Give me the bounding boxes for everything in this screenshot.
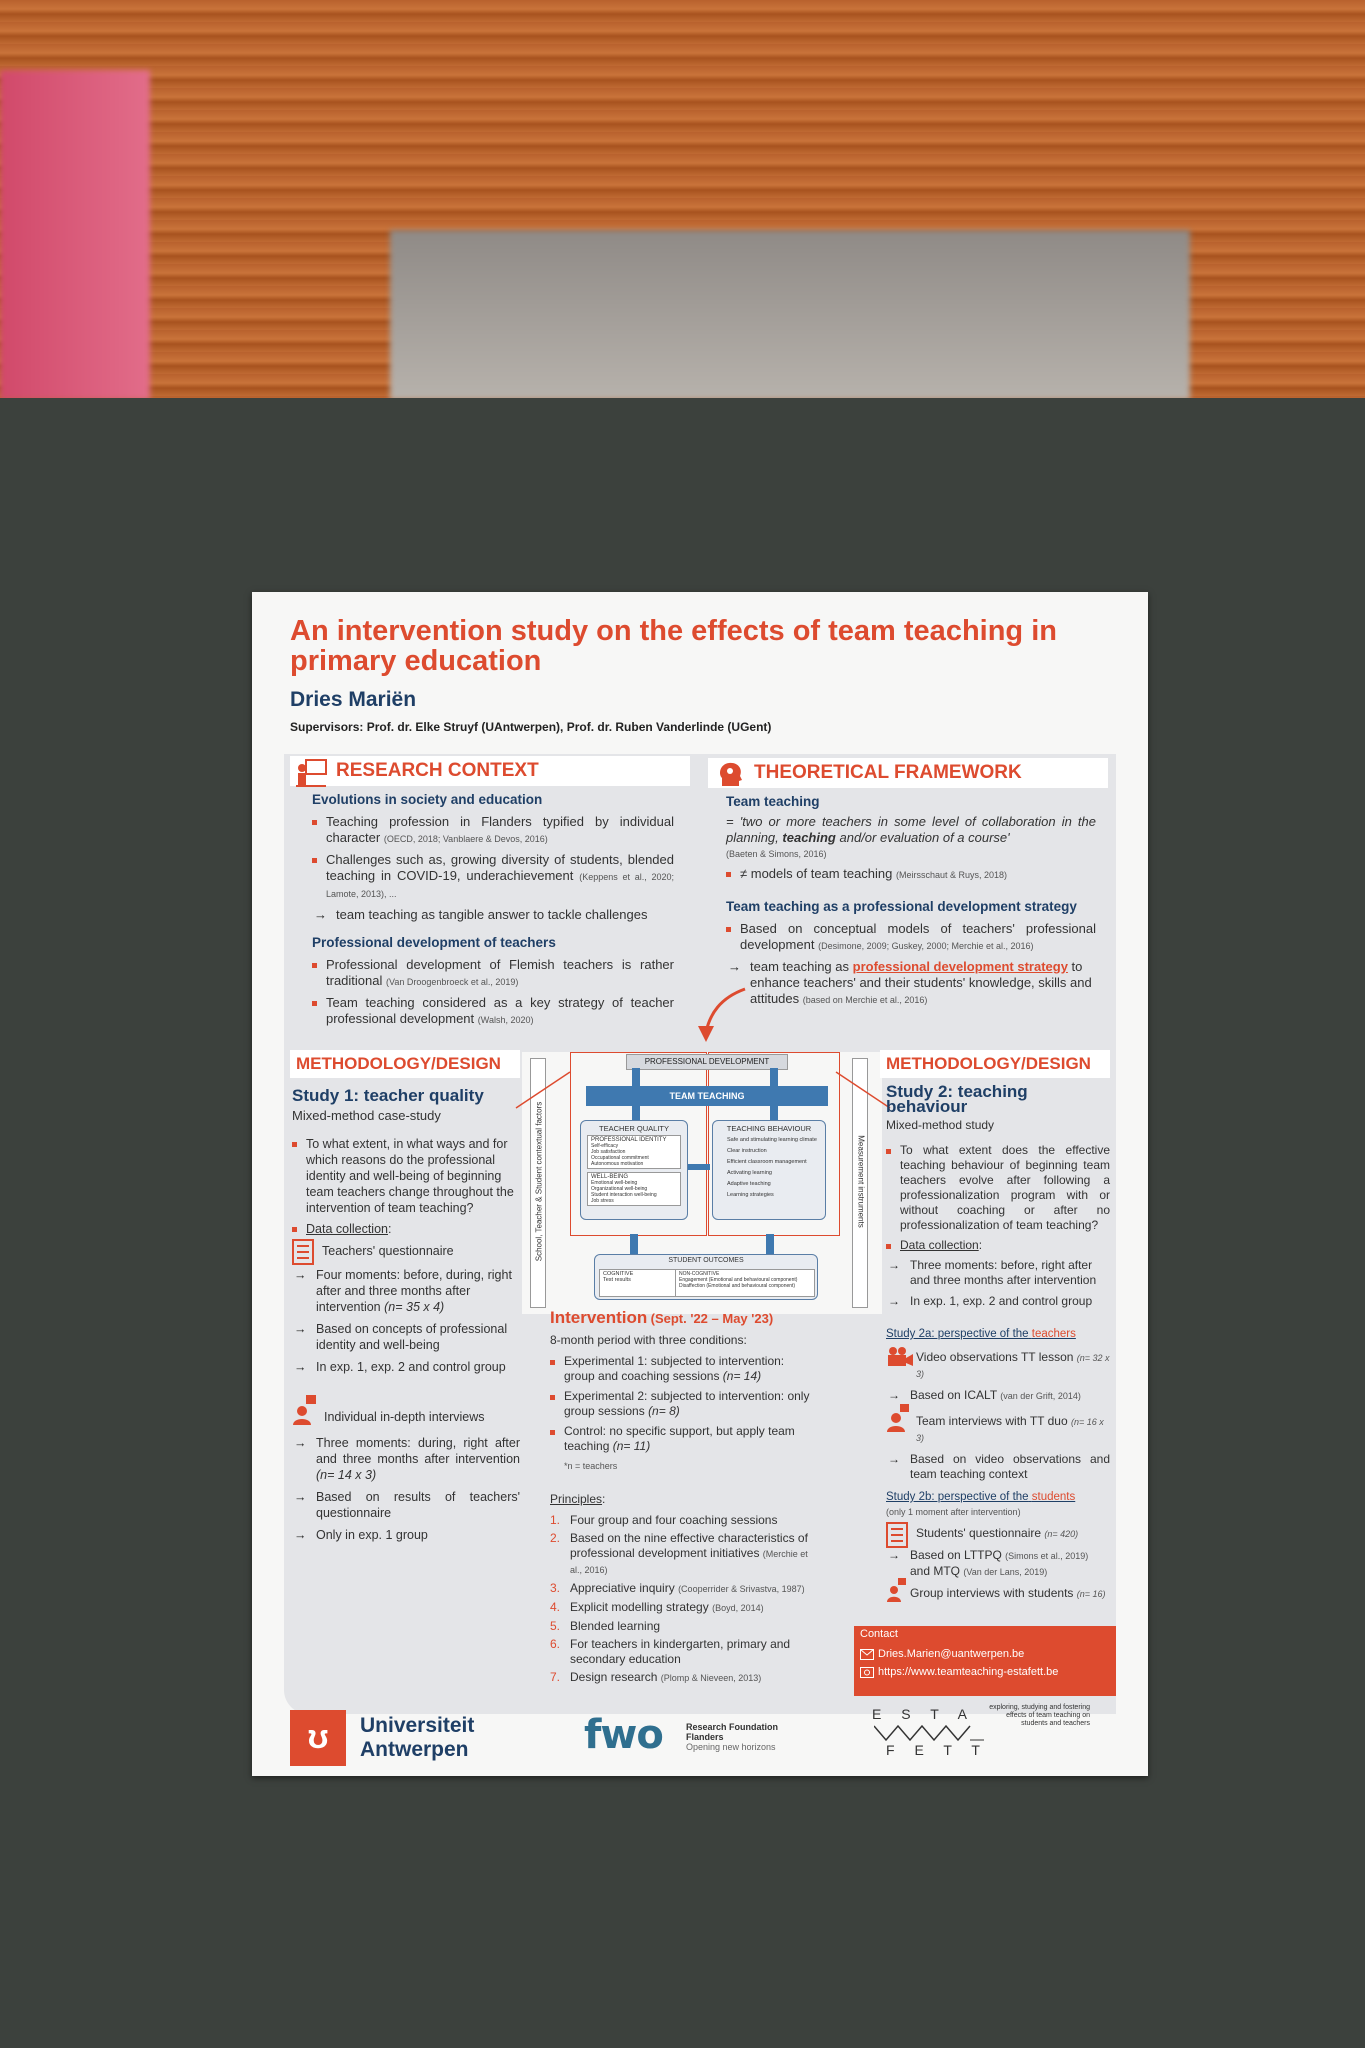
fwo-logo <box>584 1712 804 1762</box>
rc-bullet-2: Challenges such as, growing diversity of students, blended teaching in COVID-19, underachievement (Keppens et al., 2020; Lamote, 2013), ... <box>312 852 674 902</box>
principles-label: Principles: <box>550 1492 606 1506</box>
brain-head-icon <box>716 760 746 790</box>
rc-bullet-4: Team teaching considered as a key strategy of teacher professional development (Walsh, 2020) <box>312 995 674 1028</box>
study2-dc: Data collection: <box>886 1238 1110 1253</box>
pi-item: Occupational commitment <box>591 1155 649 1161</box>
research-context-title: RESEARCH CONTEXT <box>336 760 539 781</box>
study2-section <box>880 1050 1110 1602</box>
tb-label: TEACHING BEHAVIOUR <box>726 1124 812 1133</box>
wb-label: WELL-BEING <box>591 1174 629 1180</box>
study2-sq-arrow: → Based on LTTPQ (Simons et al., 2019) and MTQ (Van der Lans, 2019) <box>886 1548 1110 1580</box>
principle-5: 5. Blended learning <box>550 1619 661 1633</box>
study2-group-interviews: Group interviews with students (n= 16) <box>886 1586 1110 1602</box>
study1-heading: METHODOLOGY/DESIGN <box>290 1050 520 1078</box>
measurement-label: Measurement instruments <box>856 1135 866 1228</box>
rc-sub-evolutions: Evolutions in society and education <box>312 792 543 807</box>
study1-q-arrow-3: → In exp. 1, exp. 2 and control group <box>292 1359 520 1375</box>
tb-item: Efficient classroom management <box>727 1159 807 1165</box>
arrow-tt-tb <box>770 1106 778 1120</box>
intervention-cond-1: Experimental 1: subjected to intervention: group and coaching sessions (n= 14) <box>550 1354 810 1384</box>
teacher-board-icon <box>296 758 328 788</box>
study2b-note: (only 1 moment after intervention) <box>886 1507 1021 1517</box>
study1-questionnaire: Teachers' questionnaire <box>292 1243 520 1259</box>
pi-item: Self-efficacy <box>591 1143 619 1149</box>
tb-item: Learning strategies <box>727 1192 774 1198</box>
principle-2: 2. Based on the nine effective characteristics of professional development initiatives (Merchie et al., 2016) <box>550 1531 808 1575</box>
wb-item: Job stress <box>591 1198 614 1204</box>
estafett-bottom: F E T T <box>886 1742 988 1758</box>
pi-label: PROFESSIONAL IDENTITY <box>591 1137 667 1143</box>
contact-email[interactable]: Dries.Marien@uantwerpen.be <box>854 1642 1116 1660</box>
study2-arrow-1: → Three moments: before, right after and three months after intervention <box>886 1258 1110 1288</box>
person-question-icon <box>886 1578 910 1602</box>
zigzag-icon <box>874 1724 984 1742</box>
video-camera-icon <box>886 1346 914 1368</box>
context-factors-label: School, Teacher & Student contextual factors <box>534 1101 544 1262</box>
pd-box: PROFESSIONAL DEVELOPMENT <box>626 1054 788 1070</box>
questionnaire-icon <box>886 1522 908 1548</box>
noncognitive-box <box>675 1269 815 1297</box>
estafett-logo <box>872 1704 1112 1764</box>
tf-definition-ref: (Baeten & Simons, 2016) <box>726 849 827 859</box>
intervention-cond-3: Control: no specific support, but apply team teaching (n= 11) <box>550 1424 810 1454</box>
mail-icon <box>860 1649 874 1660</box>
tb-item: Clear instruction <box>727 1148 767 1154</box>
questionnaire-icon <box>292 1239 314 1265</box>
principle-3: 3. Appreciative inquiry (Cooperrider & Srivastva, 1987) <box>550 1581 805 1595</box>
cog-label: COGNITIVE <box>603 1271 634 1277</box>
study2-student-questionnaire: Students' questionnaire (n= 420) <box>886 1526 1110 1542</box>
connector-left <box>514 1070 574 1110</box>
double-arrow <box>688 1164 710 1170</box>
study2-heading: METHODOLOGY/DESIGN <box>880 1050 1110 1078</box>
study1-interviews: Individual in-depth interviews <box>292 1409 520 1425</box>
arrow-tq-so <box>630 1234 638 1254</box>
study2a-label: Study 2a: perspective of the teachers <box>886 1328 1076 1340</box>
tb-item: Safe and stimulating learning climate <box>727 1137 817 1143</box>
poster-supervisors: Supervisors: Prof. dr. Elke Struyf (UAntwerpen), Prof. dr. Ruben Vanderlinde (UGent) <box>290 720 772 734</box>
arrow-pd-tt-right <box>770 1068 778 1086</box>
study2-team-interviews: Team interviews with TT duo (n= 16 x 3) <box>886 1414 1110 1446</box>
principle-1: 1. Four group and four coaching sessions <box>550 1513 778 1527</box>
contact-box <box>854 1626 1116 1696</box>
tf-arrow-1: → team teaching as professional development strategy to enhance teachers' and their students' knowledge, skills and attitudes (based on Merchie et al., 2016) <box>726 959 1096 1008</box>
wb-item: Student interaction well-being <box>591 1192 657 1198</box>
intervention-section <box>550 1310 810 1689</box>
study2-title: Study 2: teaching behaviour <box>886 1082 1028 1116</box>
study1-dc: Data collection: <box>292 1221 520 1237</box>
study1-method: Mixed-method case-study <box>292 1108 441 1123</box>
fwo-line2: Flanders <box>686 1732 724 1742</box>
pi-box <box>587 1135 681 1169</box>
student-outcomes-box <box>594 1254 818 1300</box>
wb-item: Organizational well-being <box>591 1186 648 1192</box>
intervention-intro: 8-month period with three conditions: <box>550 1333 747 1347</box>
arrow-pd-tt-left <box>632 1068 640 1086</box>
theory-heading <box>708 758 1108 788</box>
tb-item: Activating learning <box>727 1170 772 1176</box>
wb-item: Emotional well-being <box>591 1180 638 1186</box>
study1-i-arrow-2: → Based on results of teachers' questionnaire <box>292 1489 520 1521</box>
framework-diagram <box>522 1052 882 1314</box>
study1-i-arrow-1: → Three moments: during, right after and three months after intervention (n= 14 x 3) <box>292 1435 520 1483</box>
window-background <box>390 230 1190 400</box>
teacher-quality-box <box>580 1120 688 1220</box>
theory-section <box>708 758 1108 1014</box>
ua-logo-mark: ʊ <box>290 1710 346 1766</box>
principle-4: 4. Explicit modelling strategy (Boyd, 2014) <box>550 1600 764 1614</box>
principle-7: 7. Design research (Plomp & Nieveen, 2013) <box>550 1670 762 1684</box>
estafett-top: E S T A <box>872 1706 975 1722</box>
fwo-line1: Research Foundation <box>686 1722 779 1732</box>
study1-i-arrow-3: → Only in exp. 1 group <box>292 1527 520 1543</box>
fwo-logo-mark: fwo <box>584 1712 663 1758</box>
web-icon <box>860 1667 874 1678</box>
estafett-tagline: exploring, studying and fostering effects of team teaching on students and teachers <box>989 1704 1090 1727</box>
ua-logo-line1: Universiteit <box>360 1714 475 1737</box>
wb-box <box>587 1172 681 1206</box>
pi-item: Autonomous motivation <box>591 1161 644 1167</box>
theory-title: THEORETICAL FRAMEWORK <box>754 762 1022 783</box>
teaching-behaviour-box <box>712 1120 826 1220</box>
tf-sub-teamteaching: Team teaching <box>726 794 820 809</box>
tf-definition: = 'two or more teachers in some level of collaboration in the planning, teaching and/or evaluation of a course' <box>726 814 1096 845</box>
study1-q-arrow-1: → Four moments: before, during, right after and three months after intervention (n= 35 x 4) <box>292 1267 520 1315</box>
rc-arrow-1: → team teaching as tangible answer to tackle challenges <box>312 907 674 923</box>
rc-bullet-3: Professional development of Flemish teachers is rather traditional (Van Droogenbroeck et al., 2019) <box>312 957 674 990</box>
tf-bullet-2: Based on conceptual models of teachers' professional development (Desimone, 2009; Guskey, 2000; Merchie et al., 2016) <box>726 921 1096 954</box>
cognitive-box <box>599 1269 677 1297</box>
poster-author: Dries Mariën <box>290 688 417 711</box>
contact-label: Contact <box>860 1628 898 1640</box>
study2-arrow-2: → In exp. 1, exp. 2 and control group <box>886 1294 1110 1309</box>
person-question-icon <box>886 1404 914 1432</box>
ua-logo <box>290 1710 510 1766</box>
principle-6: 6. For teachers in kindergarten, primary and secondary education <box>550 1637 791 1666</box>
cog-item: Test results <box>603 1277 631 1283</box>
study2-video-arrow: → Based on ICALT (van der Grift, 2014) <box>886 1388 1110 1404</box>
tf-bullet-1: ≠ models of team teaching (Meirsschaut & Ruys, 2018) <box>726 866 1096 883</box>
poster-title: An intervention study on the effects of team teaching in primary education <box>290 615 1057 677</box>
so-label: STUDENT OUTCOMES <box>668 1257 744 1264</box>
research-context-section <box>290 756 690 1033</box>
arrow-tb-so <box>766 1234 774 1254</box>
arrow-tt-tq <box>632 1106 640 1120</box>
rc-sub-profdev: Professional development of teachers <box>312 935 556 950</box>
intervention-note: *n = teachers <box>564 1461 618 1471</box>
research-context-heading <box>290 756 690 786</box>
curved-arrow-icon <box>690 984 750 1044</box>
tb-item: Adaptive teaching <box>727 1181 771 1187</box>
study2-method: Mixed-method study <box>886 1118 995 1132</box>
ua-logo-line2: Antwerpen <box>360 1738 469 1761</box>
noncog-label: NON-COGNITIVE <box>679 1271 720 1277</box>
fwo-line3: Opening new horizons <box>686 1742 776 1752</box>
study1-question: To what extent, in what ways and for which reasons do the professional identity and well-being of beginning team teachers change throughout the intervention of team teaching? <box>292 1136 520 1216</box>
study1-section <box>290 1050 520 1549</box>
study1-title: Study 1: teacher quality <box>292 1086 484 1105</box>
study2-video: Video observations TT lesson (n= 32 x 3) <box>886 1350 1110 1382</box>
study2-question: To what extent does the effective teaching behaviour of beginning team teachers evolve after following a professionalization program with or without coaching or after no professionalization of team teaching? <box>886 1143 1110 1233</box>
noncog-item: Engagement (Emotional and behavioural component) <box>679 1277 798 1283</box>
pink-object-background <box>0 70 150 400</box>
intervention-title: Intervention (Sept. '22 – May '23) <box>550 1308 774 1327</box>
study2-tti-arrow: → Based on video observations and team teaching context <box>886 1452 1110 1482</box>
noncog-item: Disaffection (Emotional and behavioural component) <box>679 1283 796 1289</box>
tq-label: TEACHER QUALITY <box>598 1124 669 1133</box>
intervention-cond-2: Experimental 2: subjected to intervention: only group sessions (n= 8) <box>550 1389 810 1419</box>
poster <box>252 592 1148 1776</box>
team-teaching-bar: TEAM TEACHING <box>586 1086 828 1106</box>
contact-website[interactable]: https://www.teamteaching-estafett.be <box>854 1660 1116 1678</box>
pi-item: Job satisfaction <box>591 1149 626 1155</box>
study1-q-arrow-2: → Based on concepts of professional identity and well-being <box>292 1321 520 1353</box>
tf-sub-strategy: Team teaching as a professional development strategy <box>726 899 1077 914</box>
rc-bullet-1: Teaching profession in Flanders typified by individual character (OECD, 2018; Vanblaere & Devos, 2016) <box>312 814 674 847</box>
study2b-label: Study 2b: perspective of the students <box>886 1491 1076 1503</box>
person-question-icon <box>292 1395 320 1425</box>
